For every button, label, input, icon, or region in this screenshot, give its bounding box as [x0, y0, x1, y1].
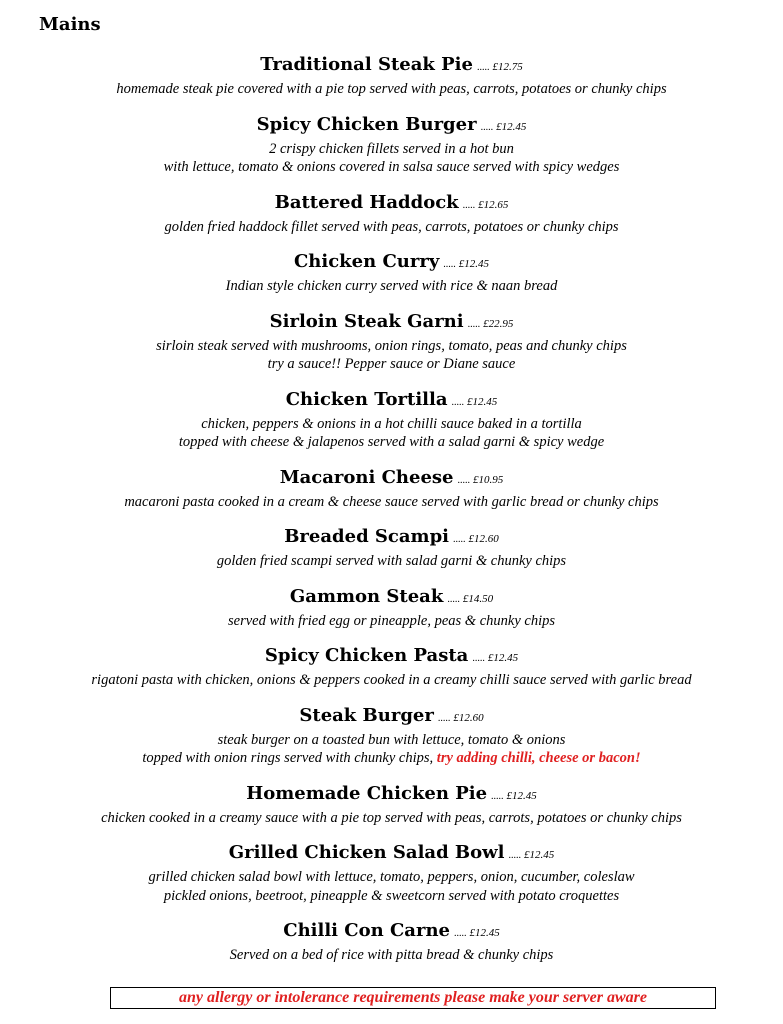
menu-item-description: golden fried haddock fillet served with peas, carrots, potatoes or chunky chips	[164, 218, 619, 235]
menu-item-description: steak burger on a toasted bun with lettuce, tomato & onions	[217, 731, 566, 748]
menu-item-header	[0, 841, 783, 868]
menu-item-description: rigatoni pasta with chicken, onions & peppers cooked in a creamy chilli sauce served with garlic bread	[91, 672, 692, 688]
menu-item	[0, 585, 783, 631]
menu-item-name: Spicy Chicken Burger	[256, 113, 477, 135]
menu-item-header	[0, 525, 783, 552]
menu-item	[0, 919, 783, 965]
menu-item	[0, 250, 783, 296]
menu-item-header	[0, 388, 783, 415]
menu-item-description: topped with cheese & jalapenos served with a salad garni & spicy wedge	[178, 434, 605, 450]
menu-item-description: macaroni pasta cooked in a cream & cheese sauce served with garlic bread or chunky chips	[124, 493, 659, 510]
price-separator: .....	[491, 790, 504, 802]
menu-item	[0, 644, 783, 690]
menu-item-price: £22.95	[483, 317, 514, 330]
price-separator: .....	[467, 318, 481, 330]
price-separator: .....	[472, 653, 485, 664]
price-separator: .....	[457, 474, 471, 486]
menu-item-price: £12.60	[453, 711, 484, 724]
menu-item-name: Chicken Curry	[293, 251, 440, 272]
menu-item-price: £12.45	[523, 849, 555, 861]
menu-item-description: 2 crispy chicken fillets served in a hot bun	[269, 140, 514, 157]
menu-item-description: homemade steak pie covered with a pie top served with peas, carrots, potatoes or chunky chips	[116, 81, 667, 97]
menu-item-description: chicken cooked in a creamy sauce with a pie top served with peas, carrots, potatoes or chunky chips	[101, 809, 682, 826]
menu-item-header	[0, 113, 783, 140]
menu-item-name: Chilli Con Carne	[283, 920, 450, 941]
menu-item-header	[0, 250, 783, 277]
menu-item-description: served with fried egg or pineapple, peas & chunky chips	[228, 612, 555, 629]
menu-item-name: Chicken Tortilla	[285, 388, 448, 410]
menu-item-name: Homemade Chicken Pie	[246, 782, 488, 804]
menu-item	[0, 388, 783, 452]
price-separator: .....	[447, 593, 460, 605]
menu-item-header	[0, 191, 783, 218]
menu-item-price: £12.45	[467, 395, 498, 408]
menu-item-description: with lettuce, tomato & onions covered in salsa sauce served with spicy wedges	[163, 159, 620, 175]
menu-item-price: £12.45	[496, 120, 527, 133]
menu-item	[0, 782, 783, 828]
menu-item-name: Battered Haddock	[274, 191, 459, 213]
price-separator: .....	[437, 712, 451, 724]
menu-item	[0, 704, 783, 768]
menu-item	[0, 466, 783, 512]
price-separator: .....	[453, 534, 466, 545]
menu-item-name: Sirloin Steak Garni	[269, 310, 464, 332]
menu-item-price: £12.75	[492, 61, 523, 73]
menu-item-name: Macaroni Cheese	[279, 466, 454, 488]
menu-item	[0, 841, 783, 905]
menu-item-description: golden fried scampi served with salad garni & chunky chips	[216, 553, 567, 569]
menu-item-header	[0, 585, 783, 612]
menu-item-header	[0, 466, 783, 493]
price-separator: .....	[453, 928, 467, 939]
price-separator: .....	[508, 850, 521, 861]
menu-item-description: sirloin steak served with mushrooms, onion rings, tomato, peas and chunky chips	[156, 337, 627, 354]
menu-item-description: grilled chicken salad bowl with lettuce, tomato, peppers, onion, cucumber, coleslaw	[148, 869, 635, 885]
menu-item-highlight: try adding chilli, cheese or bacon!	[436, 750, 641, 766]
menu-item	[0, 525, 783, 571]
menu-item-name: Breaded Scampi	[284, 526, 450, 547]
menu-item-header	[0, 310, 783, 337]
menu-item	[0, 113, 783, 177]
menu-item-header	[0, 644, 783, 671]
price-separator: .....	[451, 396, 465, 408]
menu-item-price: £12.60	[468, 533, 499, 545]
menu-item-name: Steak Burger	[299, 704, 434, 726]
menu-item-header	[0, 53, 783, 80]
section-title: Mains	[39, 14, 101, 35]
menu-item-name: Spicy Chicken Pasta	[264, 645, 469, 666]
menu-item-description	[0, 749, 783, 768]
menu-item	[0, 191, 783, 237]
allergy-notice: any allergy or intolerance requirements please make your server aware	[110, 987, 716, 1009]
menu-item-price: £12.45	[487, 652, 519, 664]
price-separator: .....	[443, 259, 456, 270]
menu-item-name: Traditional Steak Pie	[260, 54, 473, 75]
menu-item	[0, 53, 783, 99]
menu-item-price: £10.95	[473, 473, 504, 486]
menu-item-description: Indian style chicken curry served with rice & naan bread	[225, 278, 558, 294]
menu-item	[0, 310, 783, 374]
menu-item-description: Served on a bed of rice with pitta bread & chunky chips	[229, 947, 554, 963]
menu-item-description: pickled onions, beetroot, pineapple & sweetcorn served with potato croquettes	[163, 887, 620, 904]
menu-item-header	[0, 704, 783, 731]
menu-item-description: try a sauce!! Pepper sauce or Diane sauce	[267, 356, 516, 372]
price-separator: .....	[476, 62, 490, 73]
menu-item-name: Gammon Steak	[289, 585, 444, 607]
menu-item-description: chicken, peppers & onions in a hot chilli sauce baked in a tortilla	[201, 415, 582, 432]
menu-item-description-text: topped with onion rings served with chunky chips,	[142, 750, 434, 766]
menu-item-header	[0, 782, 783, 809]
price-separator: .....	[480, 121, 494, 133]
menu-item-price: £12.45	[458, 258, 490, 270]
menu-item-price: £14.50	[462, 592, 494, 605]
menu-item-name: Grilled Chicken Salad Bowl	[228, 842, 505, 863]
menu-item-price: £12.45	[506, 789, 537, 802]
menu-item-price: £12.65	[478, 198, 509, 211]
menu-item-price: £12.45	[469, 927, 500, 939]
menu-item-header	[0, 919, 783, 946]
price-separator: .....	[462, 199, 476, 211]
menu-list	[0, 53, 783, 979]
